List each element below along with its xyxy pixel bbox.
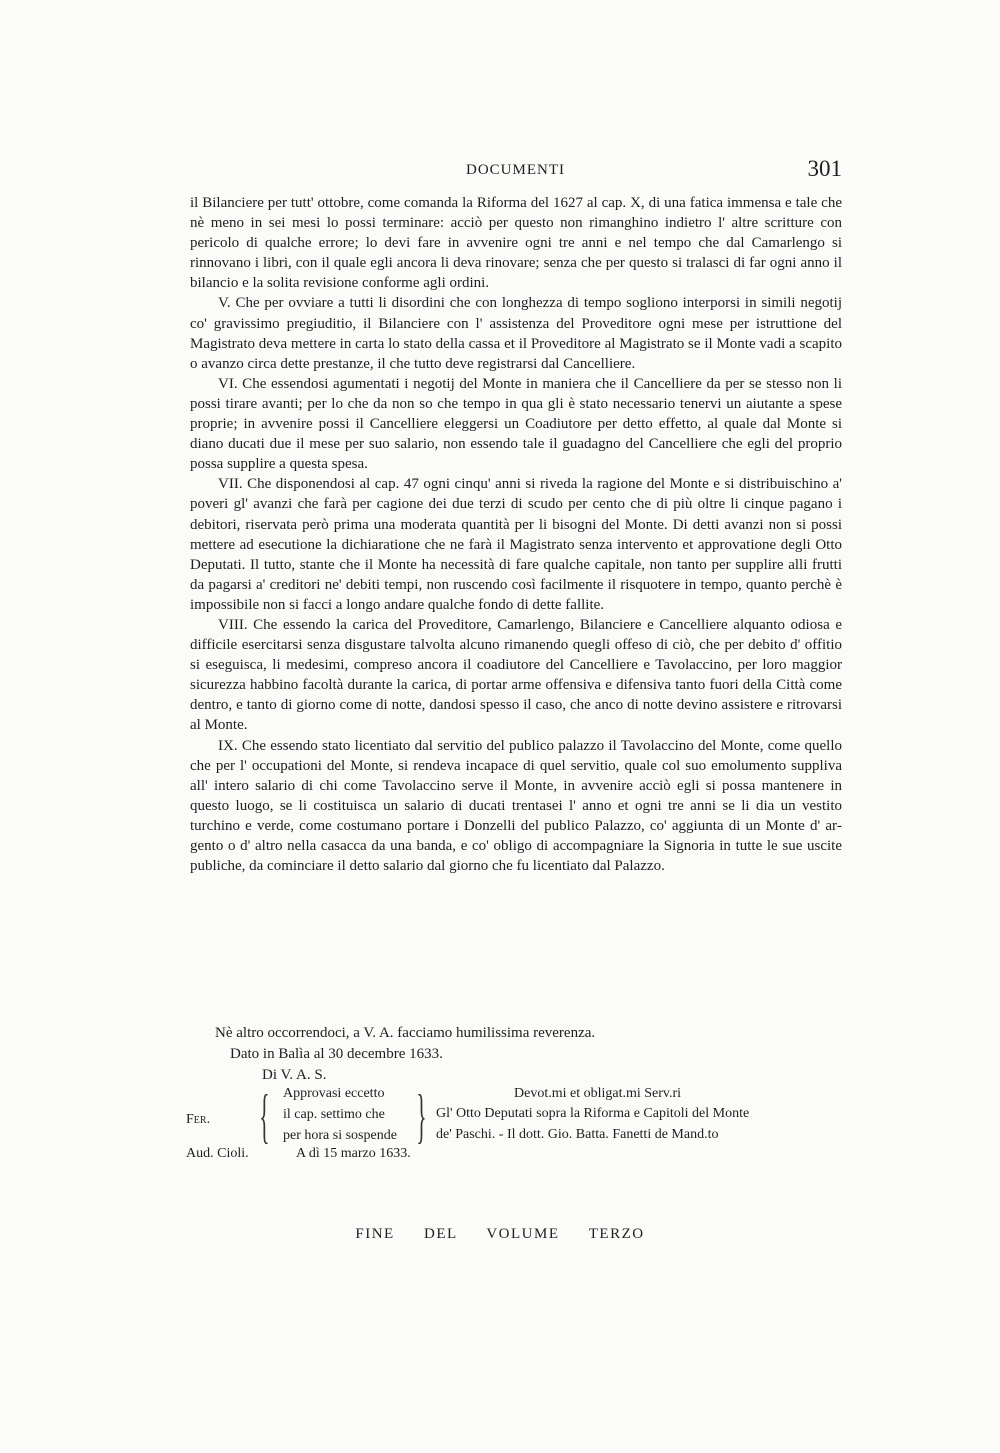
paragraph-vi: VI. Che essendosi agumentati i negotij del Monte in maniera che il Cancelliere da per se stesso non li possi tirare avanti; per lo che da non so che tempo in qua gli è stato necessario tenervi un aiutante a spese proprie; in avvenire possi il Cancelliere eleggersi un Coadiutore per detto effetto, al quale dal Monte si diano ducati due il mese per suo salario, non essendo tale il guadagno del Cancelliere che egli del proprio possa supplire a questa spesa.	[190, 375, 842, 473]
approval-note	[283, 1084, 397, 1147]
approval-line: per hora si sospende	[283, 1128, 397, 1143]
page-number: 301	[807, 156, 842, 181]
left-brace-icon: {	[259, 1083, 270, 1149]
paragraph-ix: IX. Che essendo stato licentiato dal servitio del publico palazzo il Tavolaccino del Monte, come quello che per l' occupationi del Monte, si rendeva incapace di quel servitio, quale col suo emolumento suppliva all' intero salario di chi come Tavolaccino serve il Monte, in avvenire acciò egli si possa mantenere in questo luogo, se li costituisca un salario di ducati trentasei l' anno et ogni tre anni se li dia un vestito turchino e verde, come costumano portare i Donzelli del publico Palazzo, co' aggiunta di un Monte d' argento o d' altro nella casacca da una banda, e co' obligo di accompagniare la Signoria in tutte le sue uscite publiche, da cominciare il detto salario dal giorno che fu licentiato dal Palazzo.	[190, 737, 842, 875]
paragraph-viii: VIII. Che essendo la carica del Proveditore, Camarlengo, Bilanciere e Cancelliere alquanto odiosa e difficile esercitarsi senza disgustare talvolta alcuno rimanendo quegli offeso di ciò, che per debito d' offitio si eseguisca, li medesimi, compreso ancora il coadiutore del Cancelliere e Tavolaccino, per loro maggior sicurezza habbino facoltà durante la carica, di portar arme offensiva e difensiva tanto fuori della Città come dentro, e tanto di giorno come di notte, dandosi spesso il caso, che anco di notte devino assistere e ritrovarsi al Monte.	[190, 616, 842, 734]
fine-word: DEL	[423, 1226, 458, 1242]
paragraph-v: V. Che per ovviare a tutti li disordini che con longhezza di tempo sogliono interporsi in simili negotij co' gravissimo pregiuditio, il Bilanciere con l' assistenza del Proveditore ogni mese per istruttione del Magistrato deva mettere in carta lo stato della cassa et il Proveditore al Magistrato se il Monte vadi a scapito o avanzo circa dette prestanze, il che tutto deve registrarsi dal Cancelliere.	[190, 295, 842, 372]
approval-date: A dì 15 marzo 1633.	[296, 1146, 411, 1161]
fine-word: FINE	[355, 1226, 395, 1242]
closing-date: Dato in Balìa al 30 decembre 1633.	[230, 1046, 443, 1062]
page-header	[190, 156, 842, 186]
signature-devot: Devot.mi et obligat.mi Serv.ri	[514, 1086, 682, 1101]
closing-salutation: Nè altro occorrendoci, a V. A. facciamo humilissima reverenza.	[215, 1025, 596, 1041]
signature-line: de' Paschi. - Il dott. Gio. Batta. Fanetti de Mand.to	[436, 1127, 719, 1142]
paragraph-vii: VII. Che disponendosi al cap. 47 ogni cinqu' anni si riveda la ragione del Monte e si distribuischino a' poveri gl' avanzi che farà per cagione dei due terzi di scudo per cento che di più oltre li cinque pagano i debitori, riservata però prima una moderata quantità per li bisogni del Monte. Di detti avanzi non si possi mettere ad esecutione la dichiaratione che ne farà il Magistrato senza intervento et approvatione degli Otto Deputati. Il tutto, stante che il Monte ha necessità di fare qualche capitale, non tanto per supplire alli frutti da pagarsi a' creditori ne' debiti tempi, non ruscendo così facilmente il risquotere in tempo, quanto perchè è impossibile non si facci a longo andare qualche fondo di dette fallite.	[190, 476, 842, 613]
running-title: DOCUMENTI	[466, 162, 565, 178]
closing-addressee: Di V. A. S.	[262, 1067, 327, 1083]
right-brace-icon: }	[416, 1083, 427, 1149]
end-of-volume-line	[0, 1226, 1000, 1243]
paragraph-continuation: il Bilanciere per tutt' ottobre, come comanda la Riforma del 1627 al cap. X, di una fatica immensa e tale che nè meno in sei mesi lo possi terminare: acciò per questo non rimanghino indietro l' altre scritture con pericolo di qualche errore; lo devi fare in avvenire ogni tre anni e nel tempo che dal Camarlengo si rinnovano i libri, con il quale egli ancora li deva rinovare; senza che per questo si tralasci di far ogni anno il bilancio e la solita revisione conforme agli ordini.	[190, 195, 842, 292]
signature-fer: Fer.	[186, 1112, 211, 1127]
body-text	[190, 193, 842, 876]
approval-line: Approvasi eccetto	[283, 1086, 385, 1101]
signature-line: Gl' Otto Deputati sopra la Riforma e Capitoli del Monte	[436, 1106, 750, 1121]
approval-line: il cap. settimo che	[283, 1107, 385, 1122]
signature-aud: Aud. Cioli.	[186, 1146, 249, 1161]
fine-word: VOLUME	[486, 1226, 560, 1242]
fine-word: TERZO	[588, 1226, 645, 1242]
signature-otto-deputati	[436, 1104, 749, 1146]
